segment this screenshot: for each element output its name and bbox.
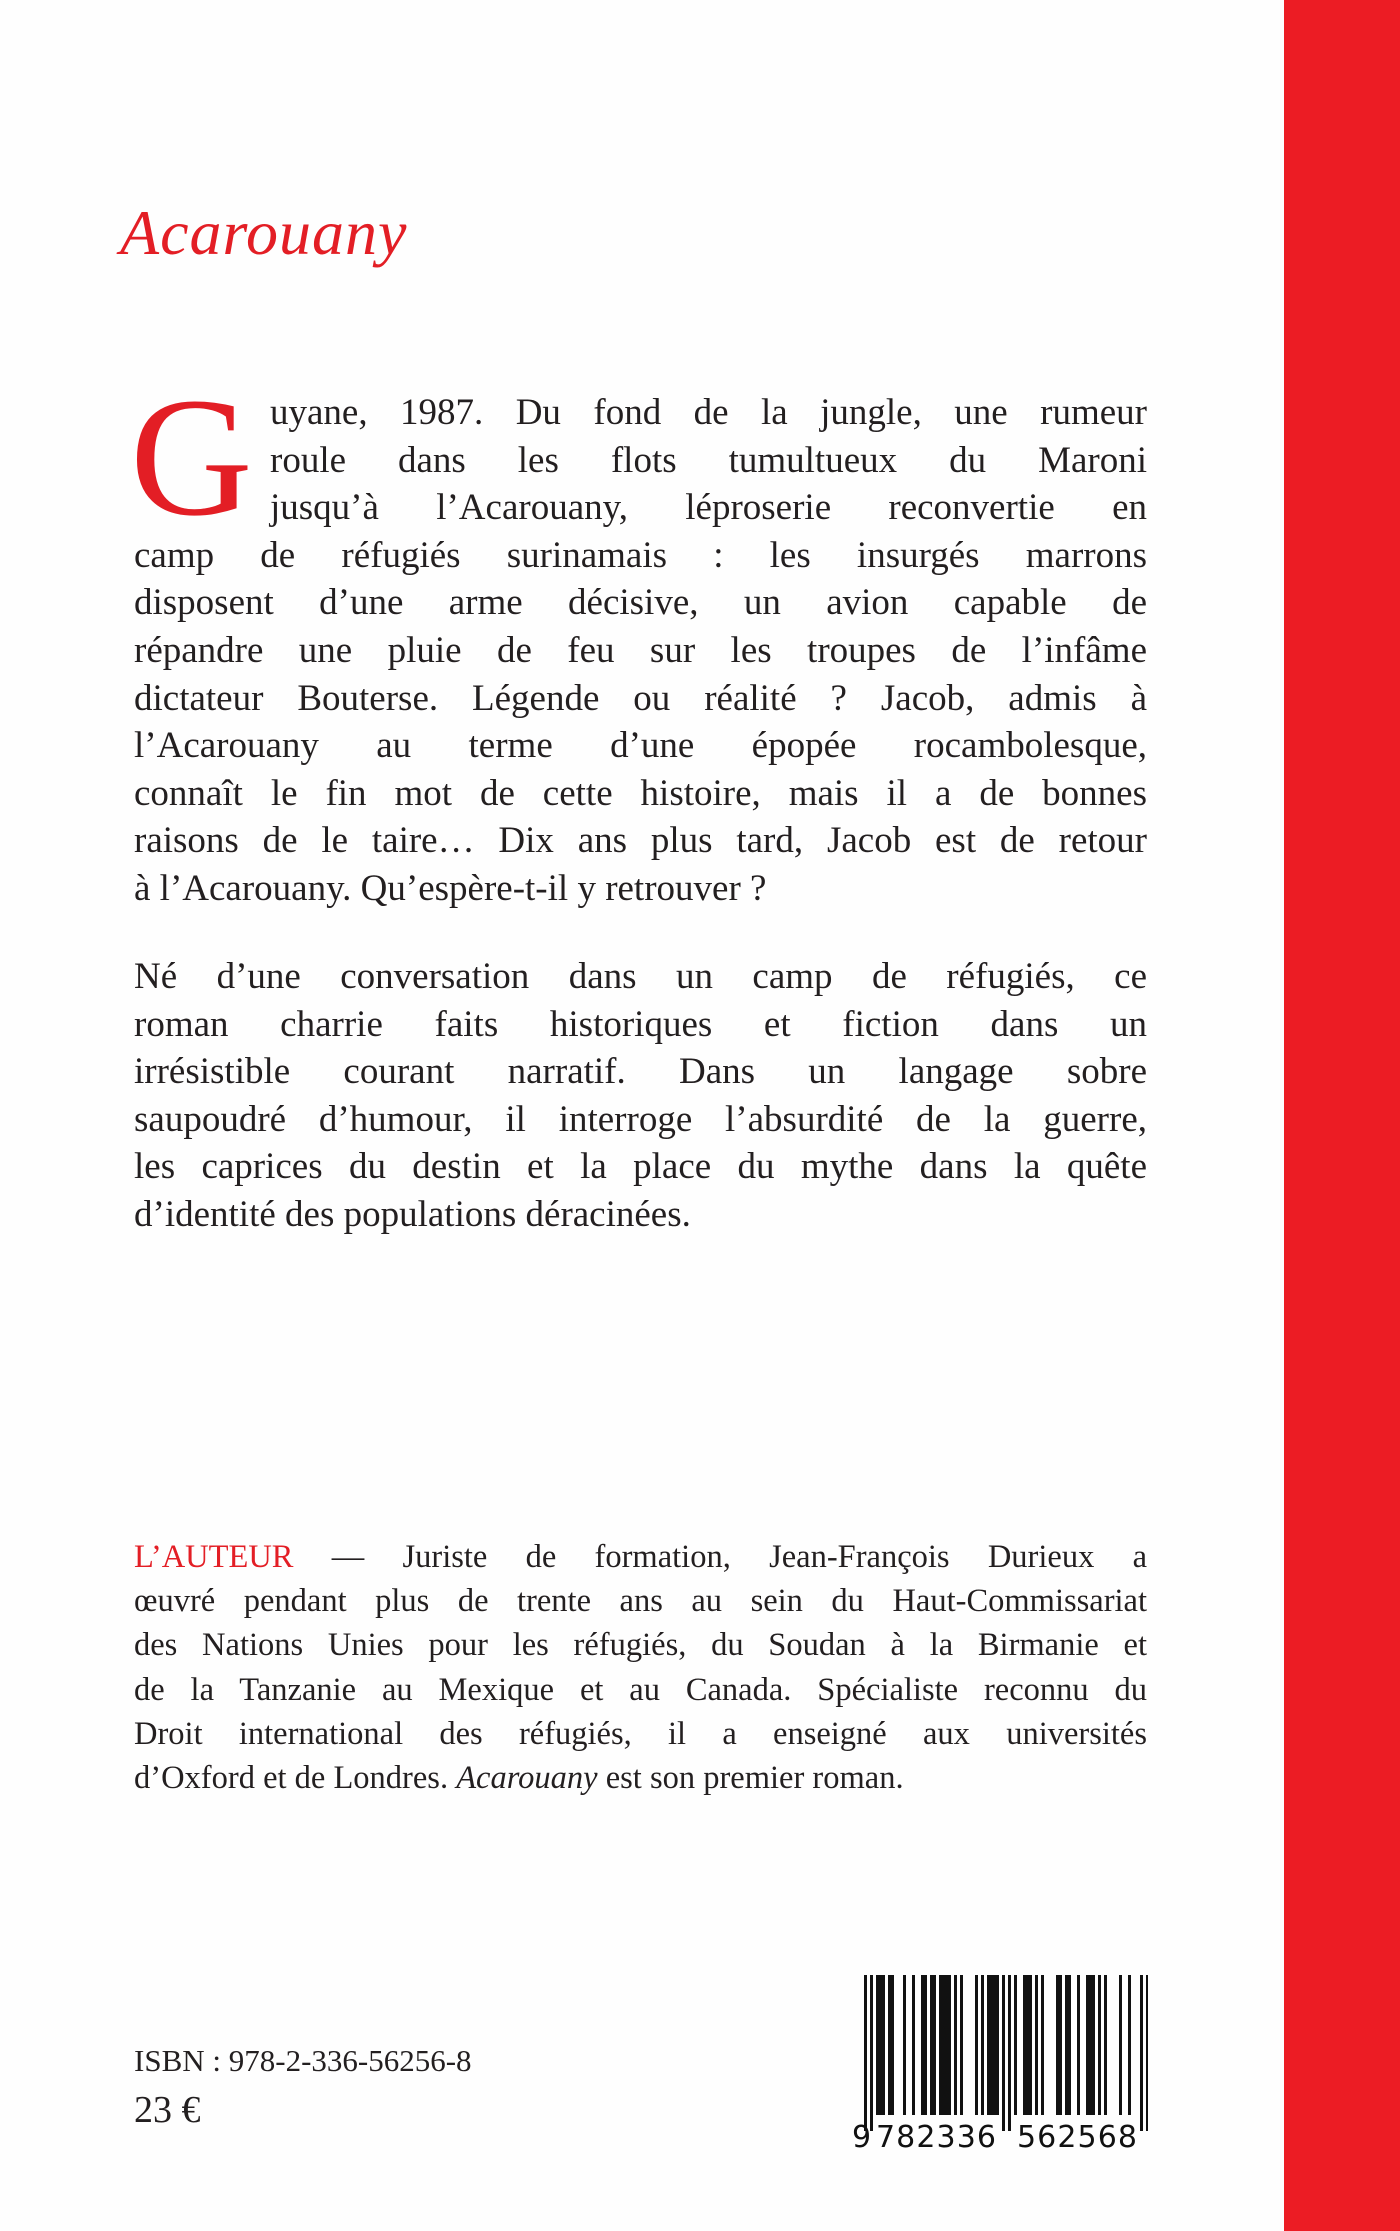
barcode-bar [924, 1975, 927, 2115]
text-line: dictateur Bouterse. Légende ou réalité ? Jacob, admis à [134, 677, 1147, 719]
barcode-bar [960, 1975, 963, 2115]
price: 23 € [134, 2089, 201, 2131]
barcode-bar [1068, 1975, 1071, 2115]
barcode-bar [975, 1975, 978, 2115]
barcode-bar [1077, 1975, 1080, 2115]
text-line: raisons de le taire… Dix ans plus tard, Jacob est de retour [134, 820, 1147, 862]
barcode-bar [948, 1975, 951, 2115]
barcode-bar [882, 1975, 885, 2115]
barcode-bar [1092, 1975, 1095, 2115]
text-line: d’identité des populations déracinées. [134, 1193, 691, 1235]
author-bio-text: est son premier roman. [597, 1760, 904, 1797]
barcode-bar [939, 1975, 942, 2115]
barcode-bar [1029, 1975, 1032, 2115]
author-bio-line: Droit international des réfugiés, il a enseigné aux universités [134, 1715, 1147, 1752]
author-bio-line [134, 1756, 1147, 1800]
text-line: camp de réfugiés surinamais : les insurgés marrons [134, 534, 1147, 576]
barcode-bar [1098, 1975, 1101, 2115]
barcode-bar [912, 1975, 915, 2115]
author-bio-text: — Juriste de formation, Jean-François Durieux a [293, 1539, 1147, 1575]
text-line: l’Acarouany au terme d’une épopée rocambolesque, [134, 725, 1147, 767]
book-title-inline: Acarouany [456, 1760, 598, 1797]
barcode-bar [1065, 1975, 1068, 2115]
barcode-bar [942, 1975, 945, 2115]
text-line: uyane, 1987. Du fond de la jungle, une rumeur [270, 392, 1147, 433]
barcode-bar [1041, 1975, 1044, 2115]
text-line: les caprices du destin et la place du mythe dans la quête [134, 1146, 1147, 1188]
barcode-bar [921, 1975, 924, 2115]
barcode-bar [1023, 1975, 1026, 2115]
barcode-bar [1059, 1975, 1062, 2115]
barcode-bar [1002, 1975, 1005, 2131]
barcode-bar [990, 1975, 993, 2115]
drop-cap: G [130, 363, 253, 551]
author-bio-line: œuvré pendant plus de trente ans au sein du Haut-Commissariat [134, 1583, 1147, 1620]
barcode-bar [933, 1975, 936, 2115]
text-line: Né d’une conversation dans un camp de réfugiés, ce [134, 956, 1147, 997]
text-line: roule dans les flots tumultueux du Maroni [270, 439, 1147, 481]
barcode-bar [870, 1975, 873, 2131]
barcode-bar [1014, 1975, 1017, 2115]
barcode-bar [891, 1975, 894, 2115]
barcode-bar [981, 1975, 984, 2115]
barcode-digits: 562568 [1017, 2120, 1137, 2155]
isbn: ISBN : 978-2-336-56256-8 [134, 2043, 472, 2078]
barcode-digits: 782336 [876, 2120, 996, 2155]
barcode-bar [1008, 1975, 1011, 2131]
text-line: irrésistible courant narratif. Dans un langage sobre [134, 1051, 1147, 1093]
barcode-bar [996, 1975, 999, 2115]
barcode-bar [1140, 1975, 1143, 2131]
barcode-digits: 9 [852, 2120, 872, 2155]
barcode-bar [1104, 1975, 1107, 2115]
synopsis-paragraph-1 [134, 389, 1147, 913]
barcode-bar [1056, 1975, 1059, 2115]
barcode-bar [1128, 1975, 1131, 2115]
author-bio [134, 1535, 1147, 1800]
author-bio-line: des Nations Unies pour les réfugiés, du Soudan à la Birmanie et [134, 1627, 1147, 1664]
barcode-bar [888, 1975, 891, 2115]
book-title: Acarouany [120, 197, 408, 268]
author-bio-line: de la Tanzanie au Mexique et au Canada. Spécialiste reconnu du [134, 1671, 1147, 1708]
text-line: connaît le fin mot de cette histoire, mais il a de bonnes [134, 772, 1147, 814]
barcode-bar [1086, 1975, 1089, 2115]
barcode-bar [954, 1975, 957, 2115]
synopsis-paragraph-2 [134, 953, 1147, 1239]
text-line: jusqu’à l’Acarouany, léproserie reconvertie en [270, 487, 1147, 529]
barcode-bar [945, 1975, 948, 2115]
barcode-bar [864, 1975, 867, 2131]
barcode-bar [1035, 1975, 1038, 2115]
text-line: saupoudré d’humour, il interroge l’absurdité de la guerre, [134, 1098, 1147, 1140]
text-line: répandre une pluie de feu sur les troupes de l’infâme [134, 629, 1147, 671]
barcode-bar [1089, 1975, 1092, 2115]
barcode-bar [879, 1975, 882, 2115]
barcode-bar [1119, 1975, 1122, 2115]
barcode-bar [987, 1975, 990, 2115]
barcode-bar [930, 1975, 933, 2115]
barcode-bar [903, 1975, 906, 2115]
barcode-bar [1026, 1975, 1029, 2115]
text-line: disposent d’une arme décisive, un avion capable de [134, 582, 1147, 624]
author-bio-text: d’Oxford et de Londres. [134, 1760, 457, 1797]
barcode-bar [993, 1975, 996, 2115]
text-line: roman charrie faits historiques et fiction dans un [134, 1003, 1147, 1045]
author-bio-line [134, 1535, 1147, 1579]
barcode-bar [876, 1975, 879, 2115]
text-line: à l’Acarouany. Qu’espère-t-il y retrouver ? [134, 867, 767, 909]
red-spine-band [1284, 0, 1400, 2231]
author-label: L’AUTEUR [134, 1539, 294, 1575]
barcode [848, 1975, 1148, 2155]
barcode-bar [1146, 1975, 1148, 2131]
